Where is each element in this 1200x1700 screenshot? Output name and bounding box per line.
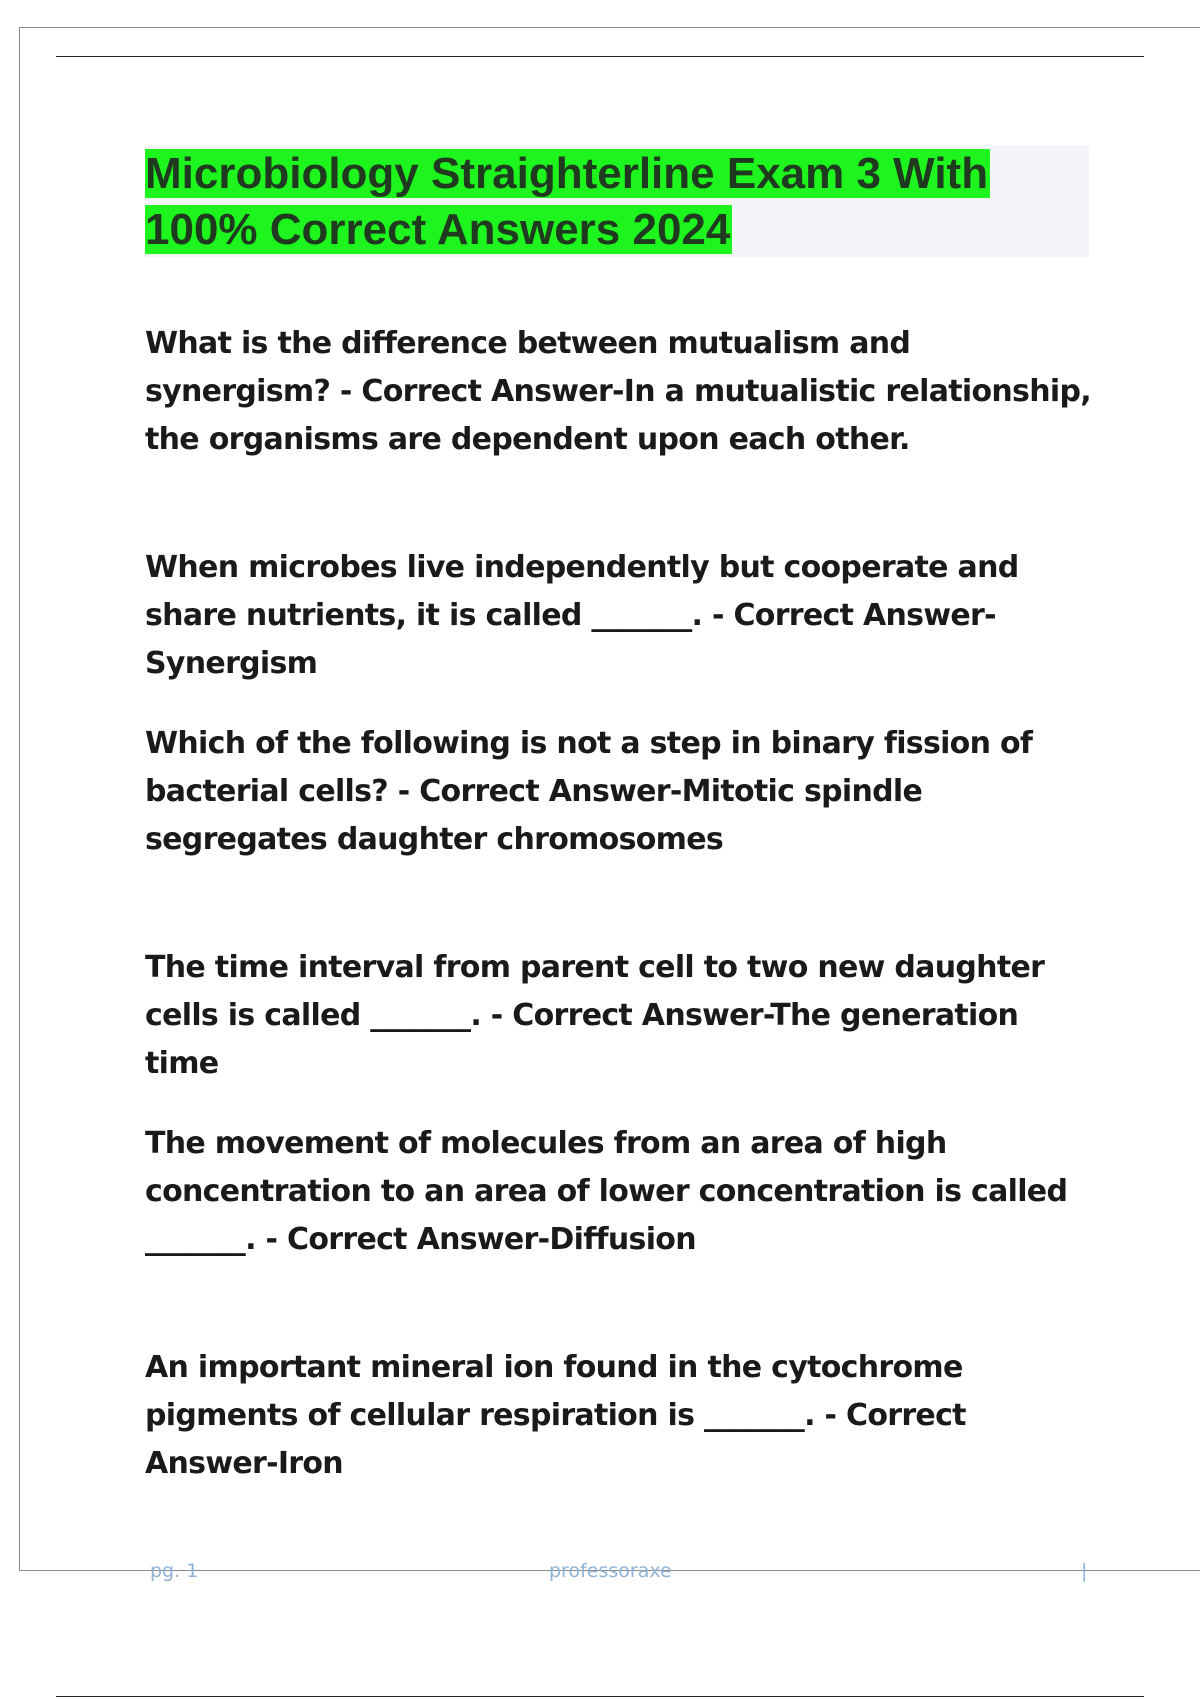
footer-author: professoraxe [549, 1560, 672, 1582]
qa-item-mutualism: What is the difference between mutualism and synergism? - Correct Answer-In a mutualistic relationship, the organisms are dependent upon each other. [145, 326, 1091, 457]
qa-item-generation-time: The time interval from parent cell to two new daughter cells is called _______. - Correct Answer-The generation time [145, 950, 1045, 1081]
bottom-rule [56, 1696, 1144, 1697]
title-highlight-line-2: 100% Correct Answers 2024 [145, 205, 731, 254]
document-title [145, 146, 1089, 258]
qa-item-binary-fission: Which of the following is not a step in binary fission of bacterial cells? - Correct Answer-Mitotic spindle segregates daughter chromosomes [145, 726, 1033, 857]
header-rule [56, 56, 1144, 57]
qa-item-iron: An important mineral ion found in the cytochrome pigments of cellular respiration is _______. - Correct Answer-Iron [145, 1350, 966, 1481]
footer-page-number: pg. 1 [150, 1560, 199, 1582]
footer-marker: | [1081, 1560, 1088, 1582]
qa-item-diffusion: The movement of molecules from an area of high concentration to an area of lower concentration is called _______. - Correct Answer-Diffusion [145, 1126, 1068, 1257]
title-highlight-line-1: Microbiology Straighterline Exam 3 With [145, 149, 989, 198]
qa-item-synergism: When microbes live independently but cooperate and share nutrients, it is called _______. - Correct Answer-Synergism [145, 550, 1019, 681]
